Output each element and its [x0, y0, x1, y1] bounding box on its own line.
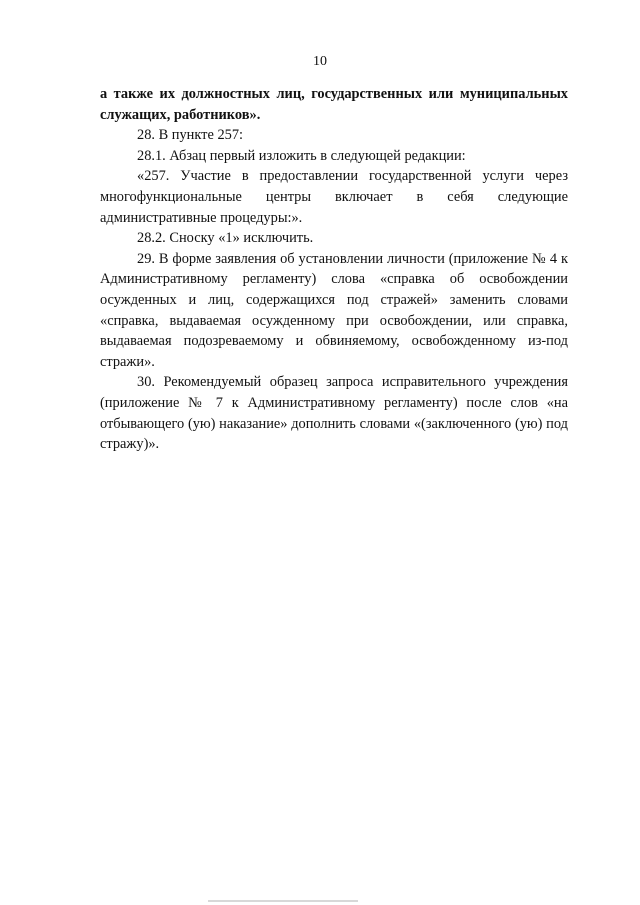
paragraph-quote-257: «257. Участие в предоставлении государственной услуги через многофункциональные центры включает в себя следующие административные процедуры:».	[100, 168, 568, 226]
paragraph-item-29: 29. В форме заявления об установлении личности (приложение № 4 к Административному регламенту) слова «справка об освобождении осужденных и лиц, содержащихся под стражей» заменить словами «справка, выдаваемая осужденному при освобождении, или справка, выдаваемая подозреваемому и обвиняемому, освобожденному из-под стражи».	[100, 250, 568, 370]
paragraph-item-28-1: 28.1. Абзац первый изложить в следующей редакции:	[137, 147, 466, 164]
paragraph-continuation-bold: а также их должностных лиц, государственных или муниципальных служащих, работников».	[100, 86, 568, 123]
document-body	[100, 84, 568, 455]
scan-edge-mark	[208, 900, 358, 902]
page-number: 10	[313, 54, 327, 69]
paragraph-item-28-2: 28.2. Сноску «1» исключить.	[137, 230, 314, 247]
paragraph-item-30: 30. Рекомендуемый образец запроса исправительного учреждения (приложение № 7 к Административному регламенту) после слов «на отбывающего (ую) наказание» дополнить словами «(заключенного (ую) под стражу)».	[100, 374, 568, 453]
paragraph-item-28: 28. В пункте 257:	[137, 127, 244, 144]
